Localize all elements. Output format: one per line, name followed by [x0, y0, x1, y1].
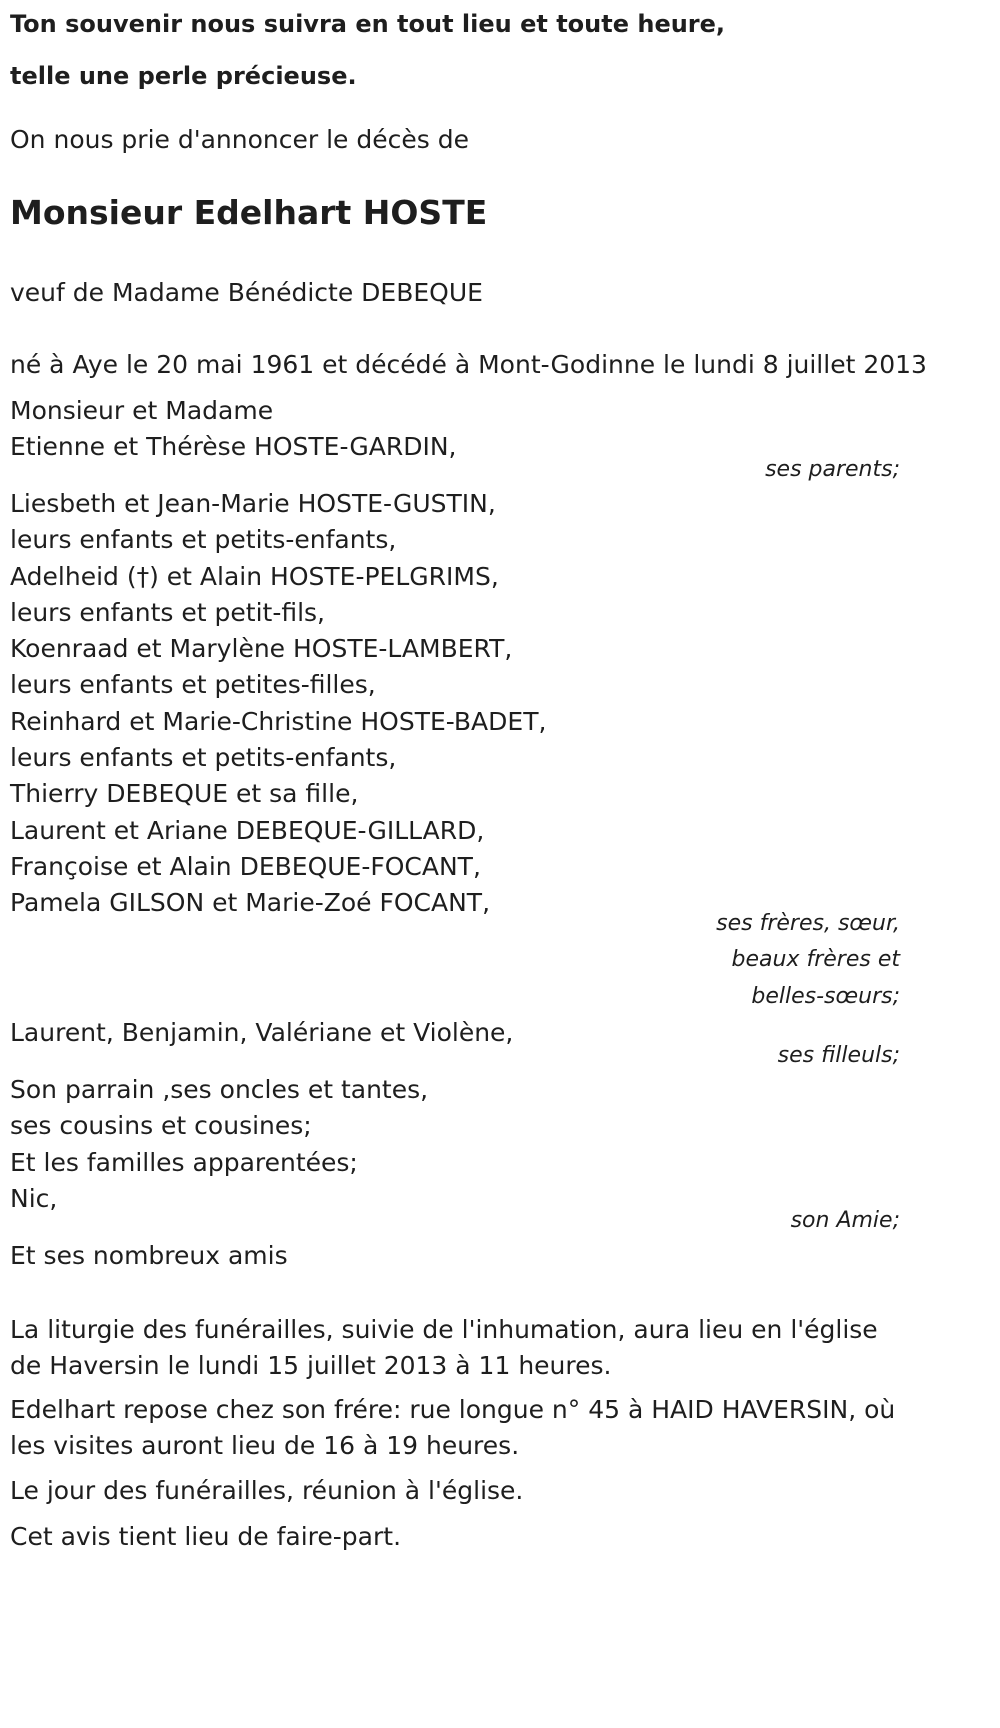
repose-paragraph: Edelhart repose chez son frére: rue longue n° 45 à HAID HAVERSIN, où les visites auront lieu de 16 à 19 heures. [10, 1395, 896, 1461]
friends-line: Et ses nombreux amis [10, 1241, 288, 1270]
parents-block [10, 393, 457, 466]
funeral-paragraph: La liturgie des funérailles, suivie de l'inhumation, aura lieu en l'église de Haversin le lundi 15 juillet 2013 à 11 heures. [10, 1315, 878, 1381]
sibling-line: Laurent et Ariane DEBEQUE-GILLARD, [10, 815, 485, 845]
epigraph [10, 0, 725, 102]
intro-text: On nous prie d'annoncer le décès de [10, 125, 469, 154]
sibling-line: Françoise et Alain DEBEQUE-FOCANT, [10, 851, 481, 881]
notice-paragraph: Cet avis tient lieu de faire-part. [10, 1522, 402, 1551]
siblings-label-line: belles-sœurs; [751, 983, 900, 1009]
sibling-line: Liesbeth et Jean-Marie HOSTE-GUSTIN, [10, 489, 496, 518]
relatives-line: Son parrain ,ses oncles et tantes, [10, 1075, 429, 1104]
birth-death: né à Aye le 20 mai 1961 et décédé à Mont-Godinne le lundi 8 juillet 2013 [10, 350, 927, 379]
siblings-block [10, 486, 546, 922]
siblings-label-line: beaux frères et [731, 947, 900, 973]
epigraph-line: Ton souvenir nous suivra en tout lieu et toute heure, [10, 10, 726, 38]
sibling-line: leurs enfants et petits-enfants, [10, 525, 397, 555]
godchildren-block [10, 1015, 513, 1051]
sibling-line: Koenraad et Marylène HOSTE-LAMBERT, [10, 634, 513, 664]
sibling-line: leurs enfants et petites-filles, [10, 670, 376, 700]
siblings-label [716, 906, 900, 1015]
sibling-line: Reinhard et Marie-Christine HOSTE-BADET, [10, 706, 547, 736]
epigraph-line: telle une perle précieuse. [10, 62, 357, 90]
sibling-line: Adelheid (†) et Alain HOSTE-PELGRIMS, [10, 561, 499, 591]
sibling-line: leurs enfants et petits-enfants, [10, 743, 397, 773]
meeting-paragraph: Le jour des funérailles, réunion à l'église. [10, 1476, 524, 1505]
parents-label: ses parents; [765, 457, 900, 482]
parents-line: Etienne et Thérèse HOSTE-GARDIN, [10, 432, 457, 462]
parents-line: Monsieur et Madame [10, 396, 274, 425]
relatives-line: Nic, [10, 1183, 58, 1213]
sibling-line: Thierry DEBEQUE et sa fille, [10, 779, 359, 809]
godchildren-label: ses filleuls; [777, 1043, 900, 1068]
relatives-line: Et les familles apparentées; [10, 1147, 358, 1177]
relatives-label: son Amie; [790, 1208, 900, 1233]
sibling-line: leurs enfants et petit-fils, [10, 597, 326, 627]
relatives-block [10, 1072, 428, 1217]
relatives-line: ses cousins et cousines; [10, 1111, 312, 1141]
deceased-name: Monsieur Edelhart HOSTE [10, 193, 488, 232]
godchildren-line: Laurent, Benjamin, Valériane et Violène, [10, 1018, 514, 1047]
widow-of: veuf de Madame Bénédicte DEBEQUE [10, 278, 483, 307]
sibling-line: Pamela GILSON et Marie-Zoé FOCANT, [10, 888, 491, 918]
siblings-label-line: ses frères, sœur, [716, 911, 900, 936]
